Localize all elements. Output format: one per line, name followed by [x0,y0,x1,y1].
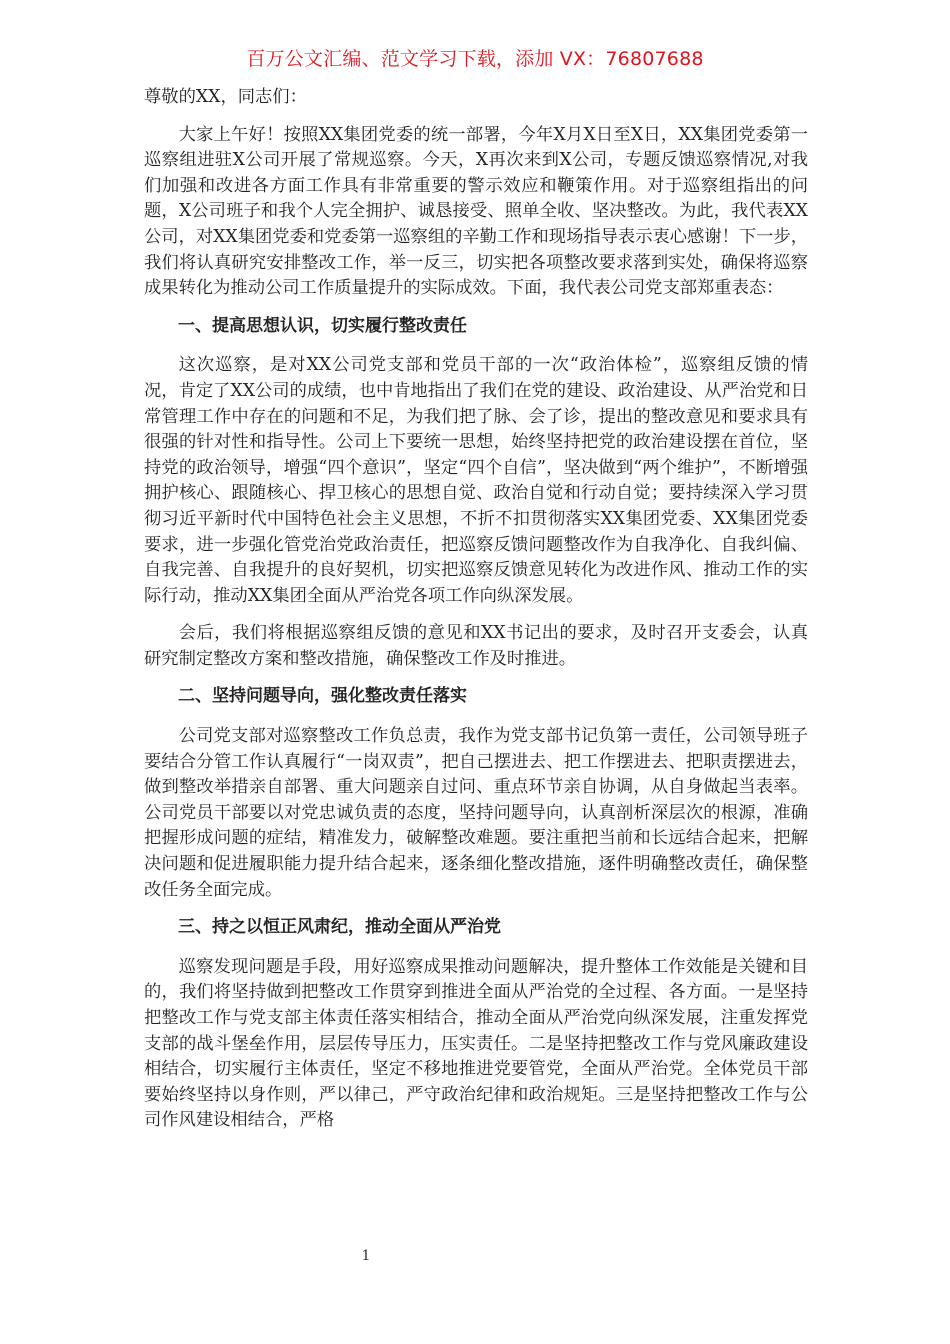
section-1-paragraph-1: 这次巡察，是对XX公司党支部和党员干部的一次“政治体检”，巡察组反馈的情况，肯定了XX公司的成绩，也中肯地指出了我们在党的建设、政治建设、从严治党和日常管理工作中存在的问题和不足，为我们把了脉、会了诊，提出的整改意见和要求具有很强的针对性和指导性。公司上下要统一思想，始终坚持把党的政治建设摆在首位，坚持党的政治领导，增强“四个意识”，坚定“四个自信”，坚决做到“两个维护”，不断增强拥护核心、跟随核心、捍卫核心的思想自觉、政治自觉和行动自觉；要持续深入学习贯彻习近平新时代中国特色社会主义思想，不折不扣贯彻落实XX集团党委、XX集团党委要求，进一步强化管党治党政治责任，把巡察反馈问题整改作为自我净化、自我纠偏、自我完善、自我提升的良好契机，切实把巡察反馈意见转化为改进作风、推动工作的实际行动，推动XX集团全面从严治党各项工作向纵深发展。 [144,355,809,606]
section-1-paragraph-2: 会后，我们将根据巡察组反馈的意见和XX书记出的要求，及时召开支委会，认真研究制定整改方案和整改措施，确保整改工作及时推进。 [144,623,808,669]
page-number: 1 [361,1248,371,1264]
section-3-paragraph-1: 巡察发现问题是手段，用好巡察成果推动问题解决，提升整体工作效能是关键和目的，我们将坚持做到把整改工作贯穿到推进全面从严治党的全过程、各方面。一是坚持把整改工作与党支部主体责任落实相结合，推动全面从严治党向纵深发展，注重发挥党支部的战斗堡垒作用，层层传导压力，压实责任。二是坚持把整改工作与党风廉政建设相结合，切实履行主体责任，坚定不移地推进党要管党，全面从严治党。全体党员干部要始终坚持以身作则，严以律己，严守政治纪律和政治规矩。三是坚持把整改工作与公司作风建设相结合，严格 [144,956,808,1131]
section-heading-1: 一、提高思想认识，切实履行整改责任 [178,315,467,336]
promo-banner: 百万公文汇编、范文学习下载，添加 VX：76807688 [246,48,704,70]
salutation: 尊敬的XX，同志们： [144,87,307,107]
intro-paragraph: 大家上午好！按照XX集团党委的统一部署，今年X月X日至X日，XX集团党委第一巡察组进驻X公司开展了常规巡察。今天，X再次来到X公司，专题反馈巡察情况,对我们加强和改进各方面工作具有非常重要的警示效应和鞭策作用。对于巡察组指出的问题，X公司班子和我个人完全拥护、诚恳接受、照单全收、坚决整改。为此，我代表XX公司，对XX集团党委和党委第一巡察组的辛勤工作和现场指导表示衷心感谢！下一步，我们将认真研究安排整改工作，举一反三，切实把各项整改要求落到实处，确保将巡察成果转化为推动公司工作质量提升的实际成效。下面，我代表公司党支部郑重表态： [144,124,809,299]
section-heading-3: 三、持之以恒正风肃纪，推动全面从严治党 [178,917,501,938]
document-body [144,85,808,1146]
section-2-paragraph-1: 公司党支部对巡察整改工作负总责，我作为党支部书记负第一责任，公司领导班子要结合分管工作认真履行“一岗双责”，把自己摆进去、把工作摆进去、把职责摆进去，做到整改举措亲自部署、重大问题亲自过问、重点环节亲自协调，从自身做起当表率。公司党员干部要以对党忠诚负责的态度，坚持问题导向，认真剖析深层次的根源，准确把握形成问题的症结，精准发力，破解整改难题。要注重把当前和长远结合起来，把解决问题和促进履职能力提升结合起来，逐条细化整改措施，逐件明确整改责任，确保整改任务全面完成。 [144,726,808,900]
section-heading-2: 二、坚持问题导向，强化整改责任落实 [178,686,467,707]
